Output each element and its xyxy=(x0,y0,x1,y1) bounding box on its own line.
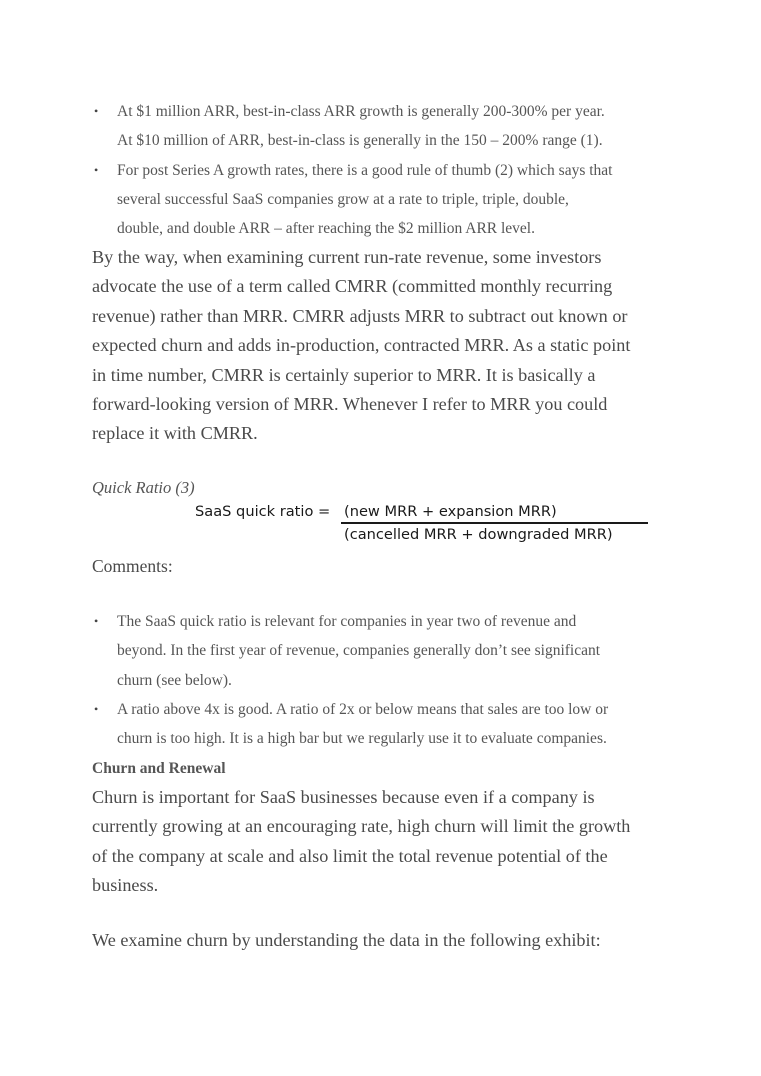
formula-numerator: (new MRR + expansion MRR) xyxy=(344,503,557,520)
quick-ratio-formula xyxy=(193,497,663,549)
formula-denominator: (cancelled MRR + downgraded MRR) xyxy=(344,526,613,543)
paragraph-line: Churn is important for SaaS businesses because even if a company is xyxy=(92,787,595,807)
paragraph-line: expected churn and adds in-production, contracted MRR. As a static point xyxy=(92,335,631,356)
quick-ratio-bullet-list xyxy=(92,607,692,753)
paragraph-line: currently growing at an encouraging rate, high churn will limit the growth xyxy=(92,816,631,837)
bullet-line: double, and double ARR – after reaching the $2 million ARR level. xyxy=(117,220,535,238)
paragraph-line: advocate the use of a term called CMRR (committed monthly recurring xyxy=(92,276,613,297)
list-item xyxy=(92,97,692,156)
paragraph-line: business. xyxy=(92,875,159,896)
bullet-icon: • xyxy=(94,701,99,716)
list-item xyxy=(92,607,692,695)
list-item xyxy=(92,695,692,754)
quick-ratio-heading: Quick Ratio (3) xyxy=(92,478,195,497)
bullet-icon: • xyxy=(94,104,99,118)
bullet-line: At $1 million ARR, best-in-class ARR growth is generally 200-300% per year. xyxy=(117,103,605,120)
paragraph-line: of the company at scale and also limit the total revenue potential of the xyxy=(92,845,608,866)
cmrr-paragraph xyxy=(92,243,672,449)
bullet-icon: • xyxy=(94,614,99,628)
churn-heading: Churn and Renewal xyxy=(92,760,226,777)
bullet-line: churn is too high. It is a high bar but we regularly use it to evaluate companies. xyxy=(117,730,607,748)
fraction-bar xyxy=(341,522,648,524)
bullet-line: For post Series A growth rates, there is a good rule of thumb (2) which says that xyxy=(117,161,613,179)
bullet-line: several successful SaaS companies grow at a rate to triple, triple, double, xyxy=(117,190,569,208)
bullet-line: A ratio above 4x is good. A ratio of 2x or below means that sales are too low or xyxy=(117,700,609,718)
formula-lhs: SaaS quick ratio = xyxy=(195,503,331,520)
paragraph-line: forward-looking version of MRR. Whenever I refer to MRR you could xyxy=(92,394,608,415)
paragraph-line: By the way, when examining current run-rate revenue, some investors xyxy=(92,247,602,267)
churn-paragraph xyxy=(92,783,672,901)
bullet-line: The SaaS quick ratio is relevant for companies in year two of revenue and xyxy=(117,613,577,630)
comments-label: Comments: xyxy=(92,556,173,576)
list-item xyxy=(92,156,692,244)
bullet-line: beyond. In the first year of revenue, companies generally don’t see significant xyxy=(117,642,601,660)
exhibit-paragraph: We examine churn by understanding the data in the following exhibit: xyxy=(92,930,601,950)
growth-bullet-list xyxy=(92,97,692,243)
paragraph-line: revenue) rather than MRR. CMRR adjusts MRR to subtract out known or xyxy=(92,305,628,326)
bullet-icon: • xyxy=(94,162,99,177)
paragraph-line: in time number, CMRR is certainly superior to MRR. It is basically a xyxy=(92,364,596,385)
paragraph-line: replace it with CMRR. xyxy=(92,423,258,444)
bullet-line: churn (see below). xyxy=(117,671,232,689)
bullet-line: At $10 million of ARR, best-in-class is generally in the 150 – 200% range (1). xyxy=(117,132,603,150)
